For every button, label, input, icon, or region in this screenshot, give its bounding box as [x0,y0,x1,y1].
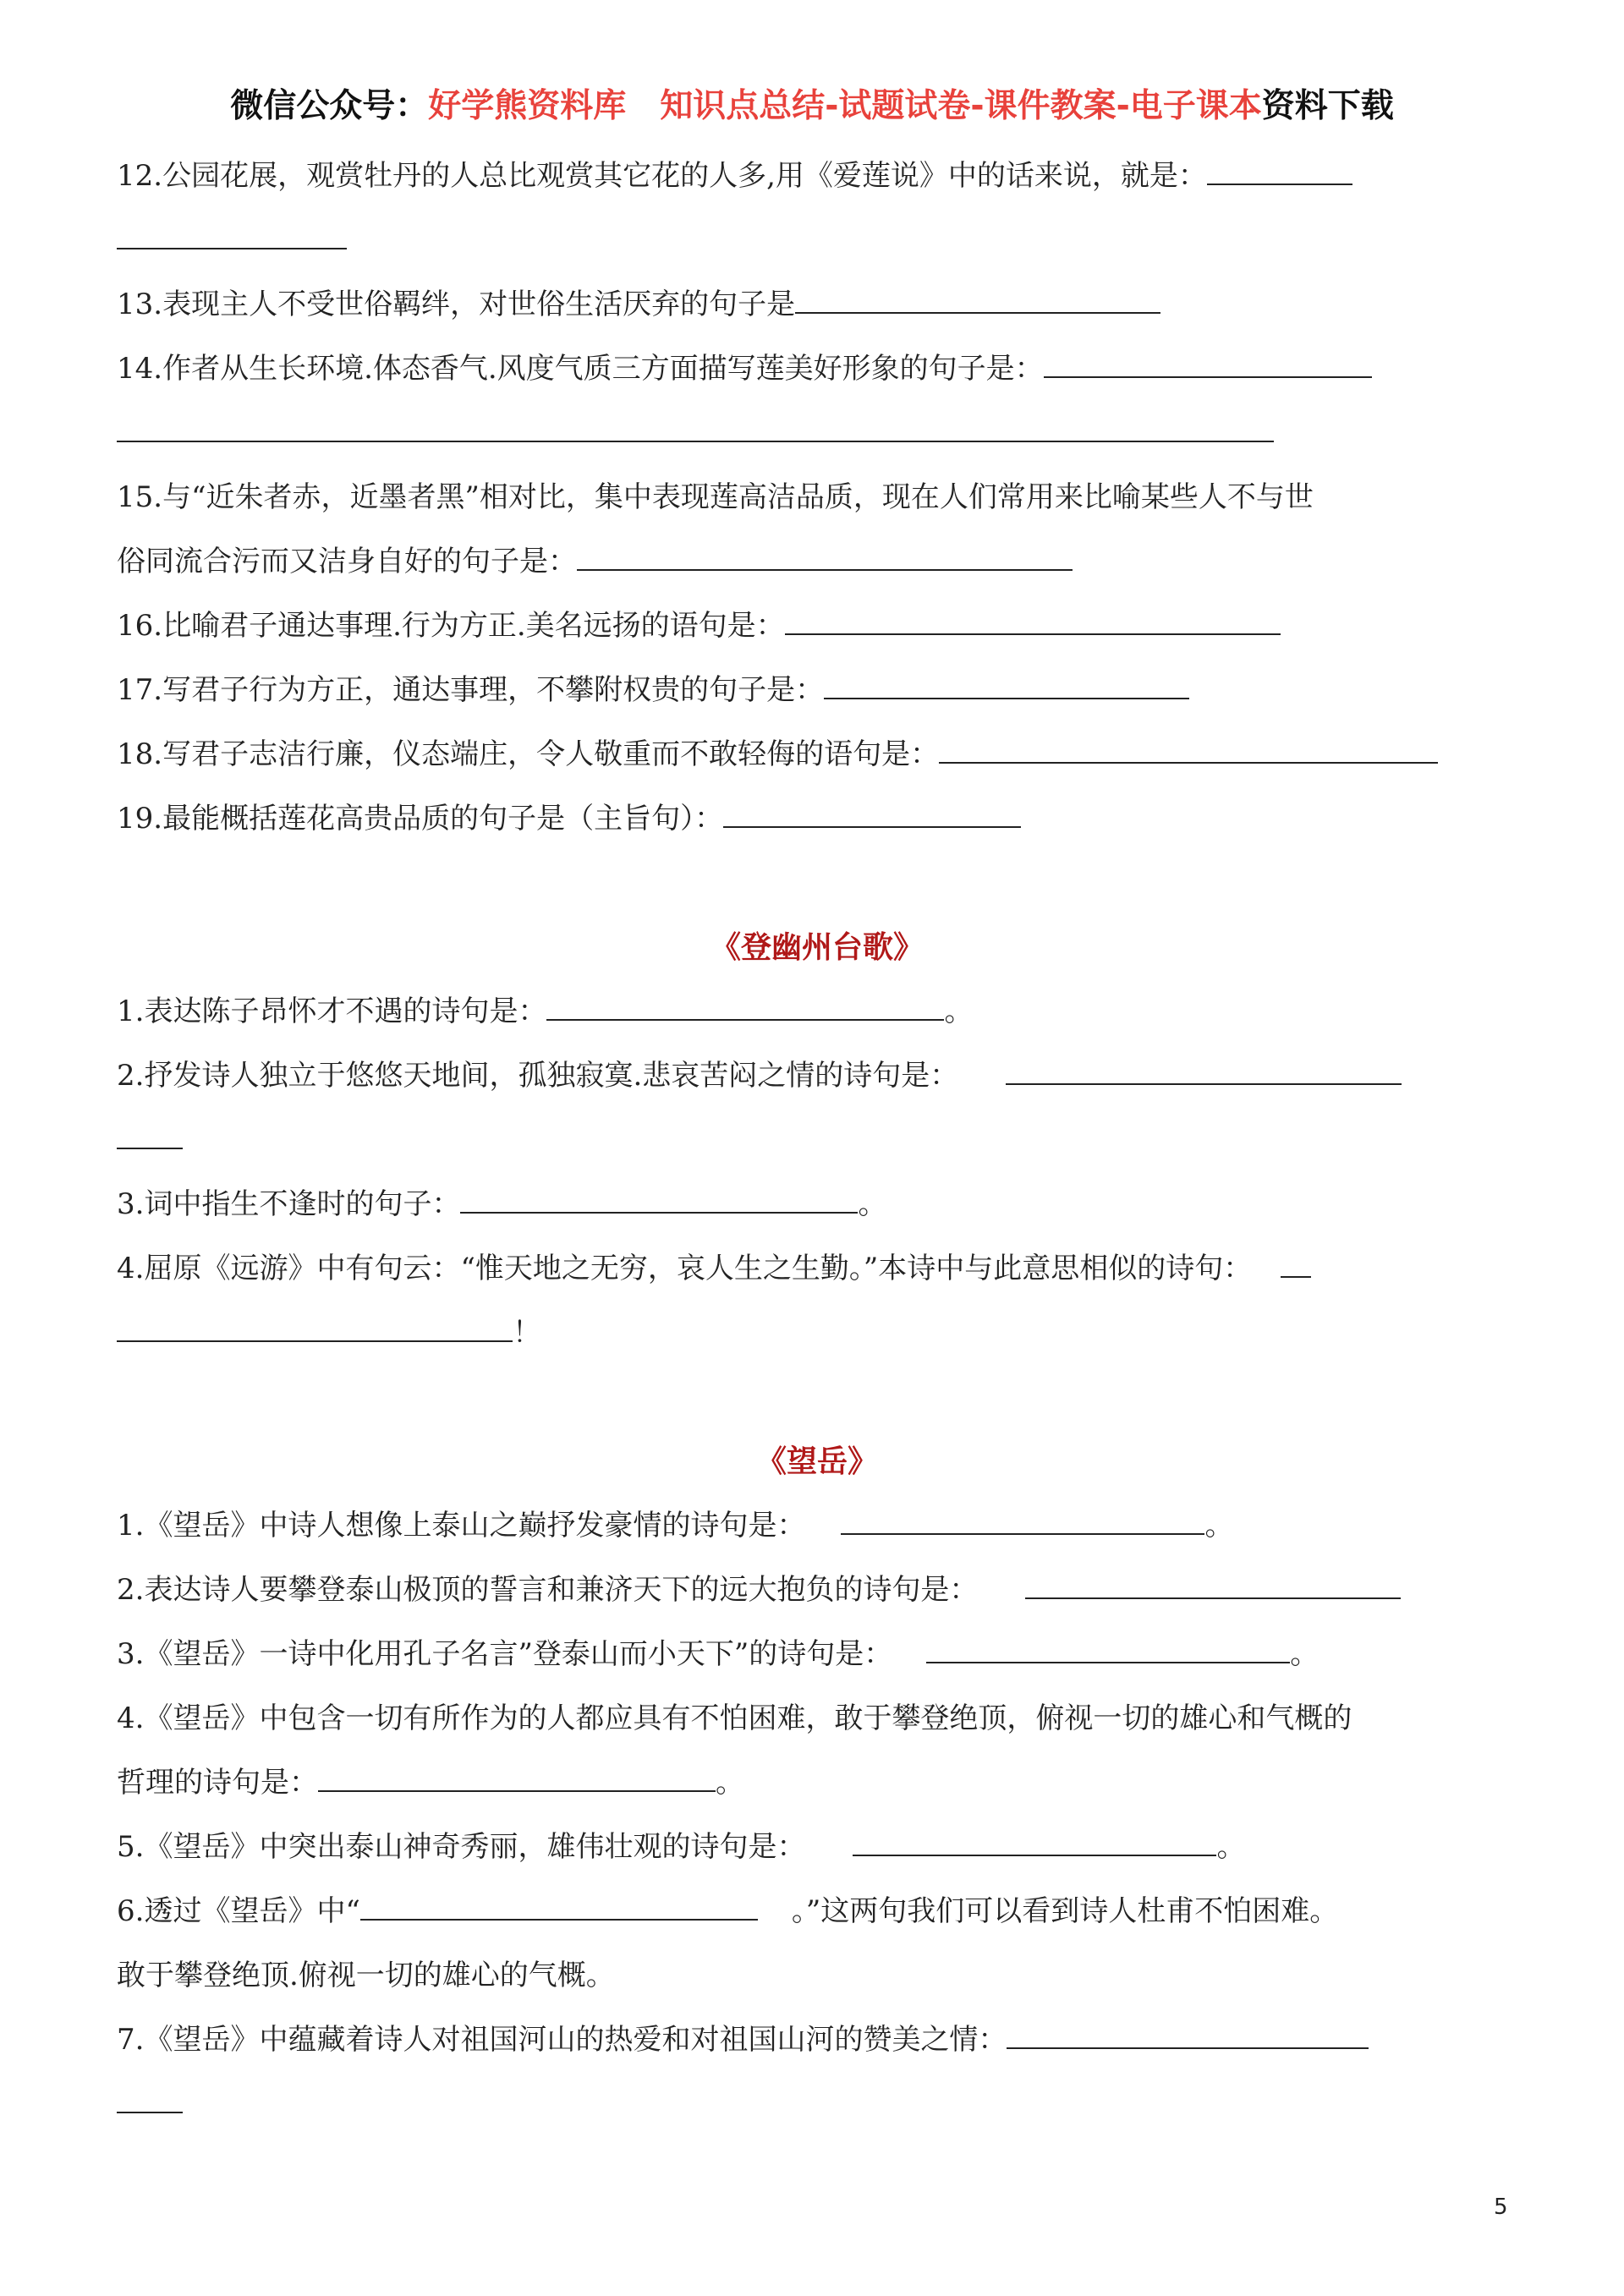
answer-blank[interactable] [1207,156,1352,185]
answer-blank[interactable] [460,1185,858,1214]
answer-line [117,401,1517,465]
answer-blank[interactable] [853,1827,1216,1856]
header-account-name: 好学熊资料库 [428,87,627,125]
answer-blank[interactable] [577,542,1073,571]
wangyue-question-4: 4.《望岳》中包含一切有所作为的人都应具有不怕困难，敢于攀登绝顶，俯视一切的雄心和气概的 [117,1701,1352,1735]
youzhou-question-2: 2.抒发诗人独立于悠悠天地间，孤独寂寞.悲哀苦闷之情的诗句是： [117,1044,1517,1108]
answer-blank[interactable] [1044,349,1372,378]
answer-blank[interactable] [117,1313,513,1342]
worksheet-content [117,144,1517,2136]
wangyue-question-3: 3.《望岳》一诗中化用孔子名言”登泰山而小天下”的诗句是： 。 [117,1622,1517,1686]
section-title-youzhou: 《登幽州台歌》 [710,929,924,965]
wangyue-question-7: 7.《望岳》中蕴藏着诗人对祖国河山的热爱和对祖国山河的赞美之情： [117,2008,1517,2072]
youzhou-question-1: 1.表达陈子昂怀才不遇的诗句是： 。 [117,979,1517,1044]
answer-blank[interactable] [824,671,1189,699]
answer-blank[interactable] [939,735,1438,764]
answer-line: ！ [117,1301,1517,1365]
youzhou-question-4: 4.屈原《远游》中有句云：“惟天地之无穷，哀人生之生勤。”本诗中与此意思相似的诗句： [117,1236,1517,1301]
question-14: 14.作者从生长环境.体态香气.风度气质三方面描写莲美好形象的句子是： [117,337,1517,401]
answer-blank[interactable] [1025,1570,1401,1599]
answer-blank[interactable] [1007,2020,1369,2049]
answer-blank[interactable] [926,1635,1290,1663]
answer-blank[interactable] [1006,1056,1402,1085]
answer-blank[interactable] [360,1892,758,1921]
section-title-wangyue: 《望岳》 [755,1444,878,1479]
answer-line [117,208,1517,272]
wangyue-question-5: 5.《望岳》中突出泰山神奇秀丽，雄伟壮观的诗句是： 。 [117,1815,1517,1879]
wangyue-question-2: 2.表达诗人要攀登泰山极顶的誓言和兼济天下的远大抱负的诗句是： [117,1558,1517,1622]
question-15-cont: 俗同流合污而又洁身自好的句子是： [117,529,1517,594]
page-number: 5 [1494,2195,1508,2220]
answer-blank[interactable] [795,285,1160,314]
answer-blank[interactable] [117,414,1274,442]
question-15: 15.与“近朱者赤，近墨者黑”相对比，集中表现莲高洁品质，现在人们常用来比喻某些人不与世 [117,480,1314,514]
question-19: 19.最能概括莲花高贵品质的句子是（主旨句）： [117,786,1517,851]
answer-blank[interactable] [117,2085,183,2113]
answer-blank[interactable] [785,606,1281,635]
question-18: 18.写君子志洁行廉，仪态端庄，令人敬重而不敢轻侮的语句是： [117,722,1517,786]
answer-blank[interactable] [117,1121,183,1149]
question-12: 12.公园花展，观赏牡丹的人总比观赏其它花的人多,用《爱莲说》中的话来说，就是： [117,144,1517,208]
answer-blank[interactable] [841,1506,1204,1535]
answer-blank[interactable] [1281,1249,1311,1278]
question-16: 16.比喻君子通达事理.行为方正.美名远扬的语句是： [117,594,1517,658]
question-13: 13.表现主人不受世俗羁绊，对世俗生活厌弃的句子是 [117,272,1517,337]
answer-line [117,1108,1517,1172]
wangyue-question-6: 6.透过《望岳》中“ 。”这两句我们可以看到诗人杜甫不怕困难。 [117,1879,1517,1943]
answer-blank[interactable] [723,799,1021,828]
answer-blank[interactable] [546,992,944,1021]
header-label: 微信公众号： [230,87,429,125]
wangyue-question-6-cont: 敢于攀登绝顶.俯视一切的雄心的气概。 [117,1959,615,1992]
answer-blank[interactable] [318,1763,716,1792]
wangyue-question-4-cont: 哲理的诗句是： 。 [117,1751,1517,1815]
header-topics: 知识点总结-试题试卷-课件教案-电子课本 [660,87,1262,125]
answer-line [117,2072,1517,2136]
page-header [0,81,1624,132]
question-17: 17.写君子行为方正，通达事理，不攀附权贵的句子是： [117,658,1517,722]
wangyue-question-1: 1.《望岳》中诗人想像上泰山之巅抒发豪情的诗句是： 。 [117,1493,1517,1558]
answer-blank[interactable] [117,221,347,249]
header-suffix: 资料下载 [1261,87,1394,125]
youzhou-question-3: 3.词中指生不逢时的句子： 。 [117,1172,1517,1236]
